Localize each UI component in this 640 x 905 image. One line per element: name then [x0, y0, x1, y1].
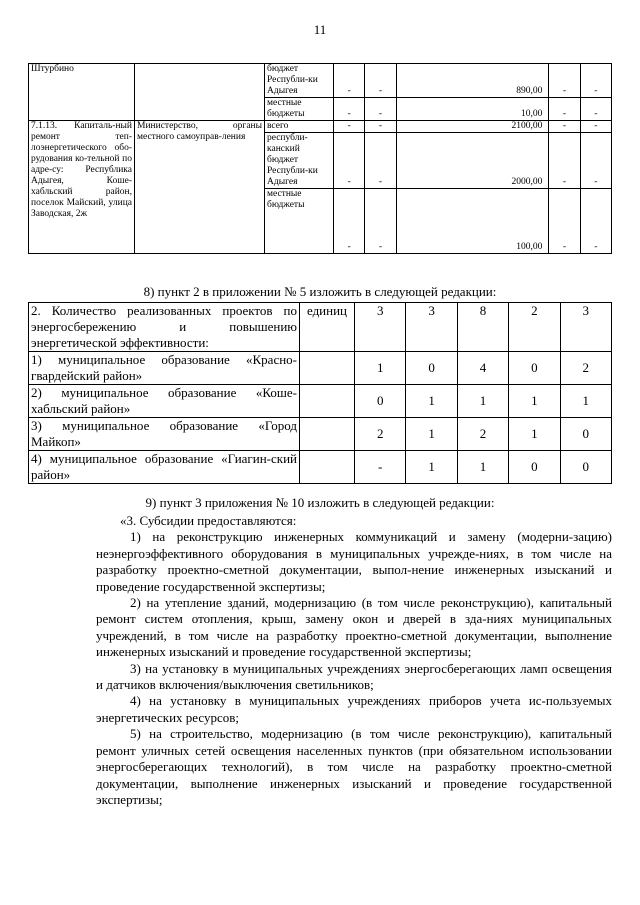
project-name: 7.1.13. Капиталь-ный ремонт теп-лоэнергетического обо-рудования ко-тельной по адре-су: Республика Адыгея, Коше-хабльский район, поселок Майский, улица Заводская, 2ж — [29, 121, 135, 254]
value-cell: 1 — [355, 352, 406, 385]
value-cell: - — [549, 121, 580, 133]
value-cell: - — [580, 133, 611, 189]
value-cell: - — [334, 133, 365, 189]
value-cell: 0 — [560, 451, 611, 484]
subsidy-text — [96, 513, 612, 808]
value-cell: 1 — [457, 451, 508, 484]
indicator-label: 1) муниципальное образование «Красно-гвардейский район» — [29, 352, 300, 385]
value-cell: 2 — [509, 303, 560, 352]
indicator-label: 3) муниципальное образование «Город Майкоп» — [29, 418, 300, 451]
value-cell: 0 — [406, 352, 457, 385]
value-cell: 0 — [560, 418, 611, 451]
value-cell: 2000,00 — [396, 133, 549, 189]
value-cell: 10,00 — [396, 98, 549, 121]
value-cell: 0 — [509, 352, 560, 385]
value-cell: 1 — [560, 385, 611, 418]
amendment-9-text: 9) пункт 3 приложения № 10 изложить в следующей редакции: — [145, 495, 495, 510]
value-cell: - — [365, 64, 396, 98]
funding-source: местные бюджеты — [265, 98, 334, 121]
table-row — [29, 303, 612, 352]
value-cell: - — [334, 98, 365, 121]
unit-cell — [300, 385, 355, 418]
value-cell: 1 — [406, 451, 457, 484]
amendment-8-text: 8) пункт 2 в приложении № 5 изложить в следующей редакции: — [143, 284, 497, 299]
value-cell: 2 — [457, 418, 508, 451]
value-cell: - — [334, 64, 365, 98]
paragraph-5: 5) на строительство, модернизацию (в том числе реконструкцию), капитальный ремонт уличных сетей освещения населенных пунктов (при обязательном использовании энергосберегающих технологий), в том числе на разработку проектно-сметной документации, выполнение инженерных изысканий и проведение государственной экспертизы; — [96, 726, 612, 807]
value-cell: 1 — [406, 385, 457, 418]
value-cell: 2100,00 — [396, 121, 549, 133]
value-cell: 2 — [560, 352, 611, 385]
unit-cell: единиц — [300, 303, 355, 352]
project-executor — [135, 64, 265, 121]
value-cell: 1 — [509, 418, 560, 451]
value-cell: - — [365, 189, 396, 254]
projects-table — [28, 63, 612, 254]
paragraph-4: 4) на установку в муниципальных учреждениях приборов учета ис-пользуемых энергетических ресурсов; — [96, 693, 612, 725]
indicator-label: 4) муниципальное образование «Гиагин-ский район» — [29, 451, 300, 484]
value-cell: 4 — [457, 352, 508, 385]
table-row — [29, 121, 612, 133]
value-cell: - — [580, 64, 611, 98]
project-name: Штурбино — [29, 64, 135, 121]
value-cell: - — [334, 121, 365, 133]
funding-source: всего — [265, 121, 334, 133]
value-cell: 100,00 — [396, 189, 549, 254]
value-cell: 0 — [509, 451, 560, 484]
value-cell: 1 — [406, 418, 457, 451]
indicator-label: 2. Количество реализованных проектов по энергосбережению и повышению энергетической эффективности: — [29, 303, 300, 352]
value-cell: - — [365, 121, 396, 133]
indicators-table — [28, 302, 612, 484]
paragraph-3: 3) на установку в муниципальных учреждениях энергосберегающих ламп освещения и датчиков включения/выключения светильников; — [96, 660, 612, 693]
value-cell: 8 — [457, 303, 508, 352]
indicator-label: 2) муниципальное образование «Коше-хабльский район» — [29, 385, 300, 418]
unit-cell — [300, 418, 355, 451]
value-cell: 3 — [560, 303, 611, 352]
value-cell: 1 — [457, 385, 508, 418]
value-cell: - — [549, 189, 580, 254]
value-cell: 1 — [509, 385, 560, 418]
unit-cell — [300, 352, 355, 385]
value-cell: - — [365, 133, 396, 189]
value-cell: - — [365, 98, 396, 121]
value-cell: - — [580, 121, 611, 133]
value-cell: - — [580, 189, 611, 254]
value-cell: - — [355, 451, 406, 484]
value-cell: 0 — [355, 385, 406, 418]
funding-source: местные бюджеты — [265, 189, 334, 254]
funding-source: республи-канский бюджет Республи-ки Адыгея — [265, 133, 334, 189]
paragraph-1: 1) на реконструкцию инженерных коммуникаций и замену (модерни-зацию) неэнергоэффективного оборудования в муниципальных учрежде-ниях, в том числе на разработку проектно-сметной документации, выпол-нение инженерных изысканий и проведение государственной экспертизы; — [96, 529, 612, 594]
value-cell: 3 — [355, 303, 406, 352]
table-row — [29, 451, 612, 484]
value-cell: 3 — [406, 303, 457, 352]
table-row — [29, 64, 612, 98]
table-row — [29, 418, 612, 451]
value-cell: - — [549, 133, 580, 189]
value-cell: - — [334, 189, 365, 254]
unit-cell — [300, 451, 355, 484]
paragraph-2: 2) на утепление зданий, модернизацию (в том числе реконструкцию), капитальный ремонт систем отопления, крыш, замену окон и дверей в зда-ниях муниципальных учреждений, в том числе на разработку проектно-сметной документации, выполнение инженерных изысканий и проведение государственной экспертизы; — [96, 595, 612, 660]
page-number: 11 — [313, 22, 327, 37]
paragraph-intro: «3. Субсидии предоставляются: — [120, 513, 297, 528]
value-cell: - — [549, 64, 580, 98]
value-cell: - — [580, 98, 611, 121]
project-executor: Министерство, органы местного самоуправ-ления — [135, 121, 265, 254]
value-cell: 890,00 — [396, 64, 549, 98]
table-row — [29, 385, 612, 418]
value-cell: 2 — [355, 418, 406, 451]
funding-source: бюджет Республи-ки Адыгея — [265, 64, 334, 98]
value-cell: - — [549, 98, 580, 121]
table-row — [29, 352, 612, 385]
